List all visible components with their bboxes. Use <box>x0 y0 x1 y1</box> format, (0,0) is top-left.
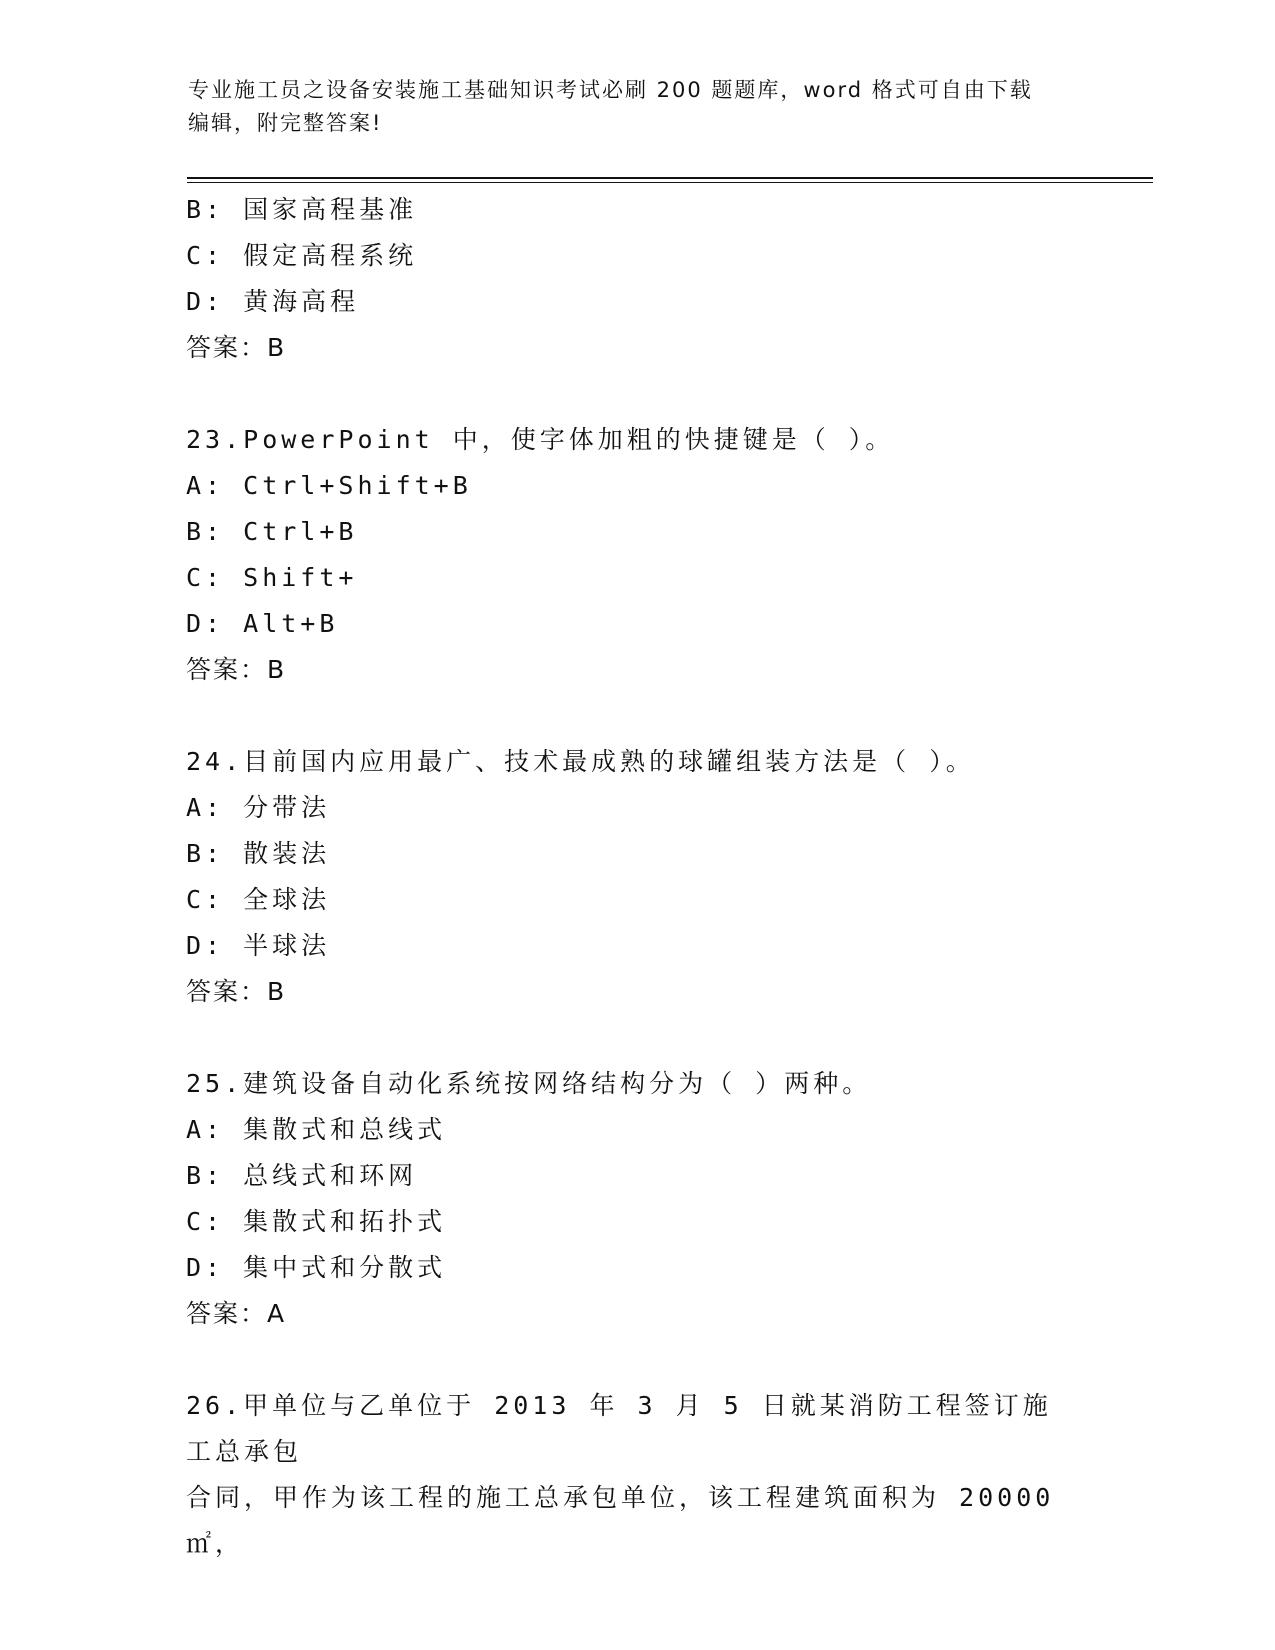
answer: 答案：B <box>186 977 287 1006</box>
option-b: B: Ctrl+B <box>186 517 358 546</box>
question-23 <box>186 417 1086 693</box>
option-d: D: 集中式和分散式 <box>186 1253 447 1282</box>
question-stem-line-1: 26.甲单位与乙单位于 2013 年 3 月 5 日就某消防工程签订施工总承包 <box>186 1391 1052 1466</box>
question-25 <box>186 1061 1086 1337</box>
question-24 <box>186 739 1086 1015</box>
header-line-2: 编辑，附完整答案! <box>188 111 383 135</box>
spacer <box>186 1015 1086 1061</box>
question-26 <box>186 1383 1066 1567</box>
option-c: C: 全球法 <box>186 885 331 914</box>
header-rule-thick <box>187 177 1153 179</box>
option-b: B: 散装法 <box>186 839 331 868</box>
option-d: D: 黄海高程 <box>186 287 360 316</box>
question-stem-line-2: 合同，甲作为该工程的施工总承包单位，该工程建筑面积为 20000㎡， <box>186 1483 1055 1558</box>
option-a: A: Ctrl+Shift+B <box>186 471 472 500</box>
question-stem: 25.建筑设备自动化系统按网络结构分为（ ）两种。 <box>186 1069 872 1098</box>
option-c: C: Shift+ <box>186 563 358 592</box>
header-line-1: 专业施工员之设备安装施工基础知识考试必刷 200 题题库，word 格式可自由下载 <box>188 78 1033 102</box>
document-header <box>188 74 1088 140</box>
option-c: C: 假定高程系统 <box>186 241 418 270</box>
option-b: B: 总线式和环网 <box>186 1161 418 1190</box>
option-a: A: 分带法 <box>186 793 331 822</box>
question-stem: 23.PowerPoint 中，使字体加粗的快捷键是（ ）。 <box>186 425 895 454</box>
spacer <box>186 1337 1086 1383</box>
option-b: B: 国家高程基准 <box>186 195 418 224</box>
option-d: D: 半球法 <box>186 931 331 960</box>
question-22-continued <box>186 187 1086 371</box>
answer: 答案：A <box>186 1299 287 1328</box>
spacer <box>186 693 1086 739</box>
answer: 答案：B <box>186 655 287 684</box>
option-a: A: 集散式和总线式 <box>186 1115 447 1144</box>
question-stem: 24.目前国内应用最广、技术最成熟的球罐组装方法是（ ）。 <box>186 747 975 776</box>
header-rule-thin <box>187 182 1153 183</box>
option-d: D: Alt+B <box>186 609 339 638</box>
option-c: C: 集散式和拓扑式 <box>186 1207 447 1236</box>
answer: 答案：B <box>186 333 287 362</box>
document-body <box>186 187 1086 1567</box>
spacer <box>186 371 1086 417</box>
